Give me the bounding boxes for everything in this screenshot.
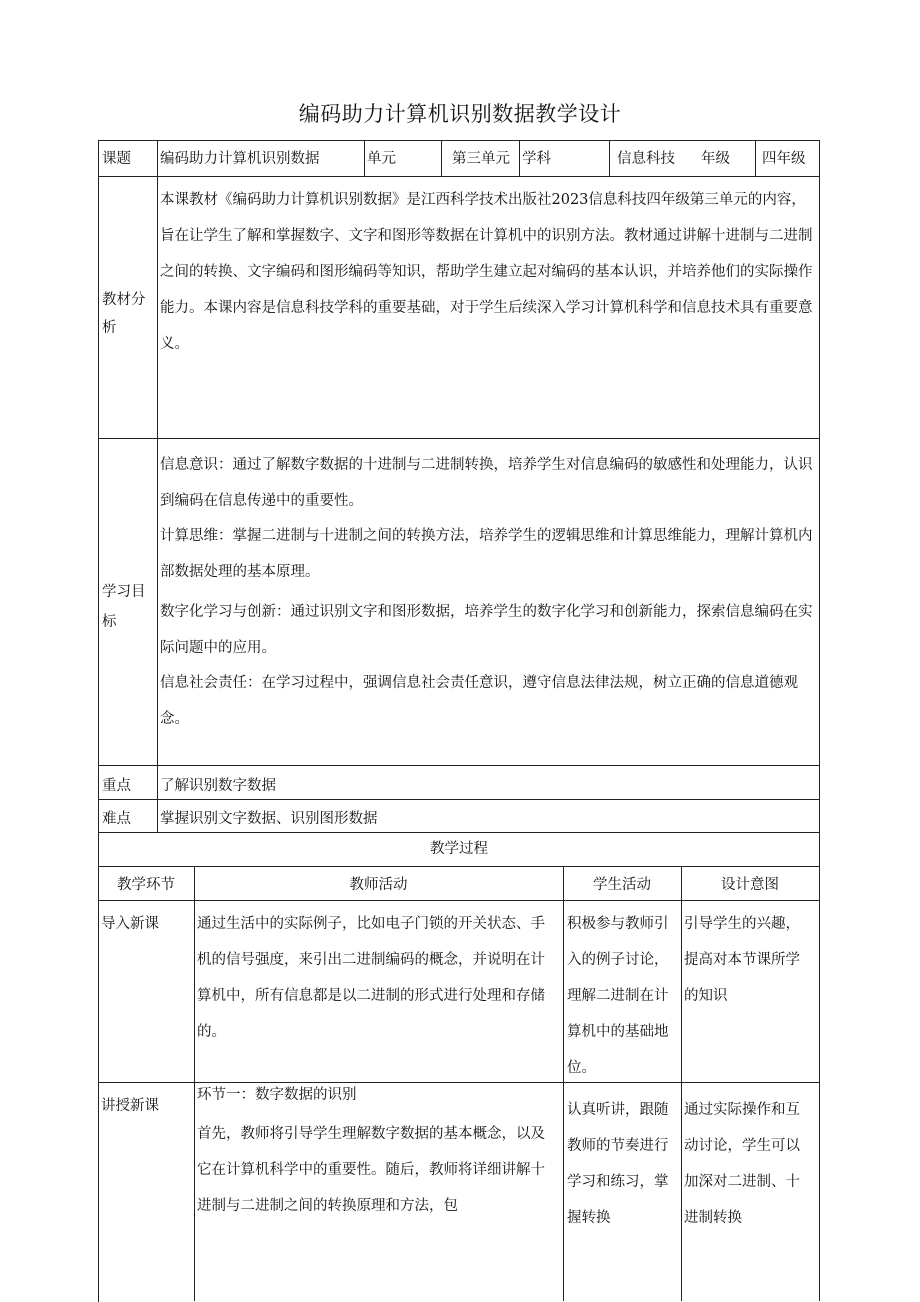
learning-goal-item: 计算思维：掌握二进制与十进制之间的转换方法，培养学生的逻辑思维和计算思维能力，理解计算机内部数据处理的基本原理。	[160, 528, 813, 580]
subject-value: 信息科技	[617, 151, 675, 167]
stage-new-lesson: 讲授新课	[101, 1098, 159, 1114]
material-analysis-label-1: 教材分	[102, 292, 146, 308]
teacher-activity-new-lesson: 首先，教师将引导学生理解数字数据的基本概念，以及它在计算机科学中的重要性。随后，教师将详细讲解十进制与二进制之间的转换原理和方法，包	[197, 1126, 545, 1214]
header-student-activity: 学生活动	[593, 877, 651, 893]
design-intent-intro: 引导学生的兴趣，提高对本节课所学的知识	[684, 916, 800, 1004]
student-activity-intro: 积极参与教师引入的例子讨论，理解二进制在计算机中的基础地位。	[567, 916, 669, 1076]
learning-goals-label-2: 标	[102, 614, 117, 630]
key-point-label: 重点	[102, 778, 131, 794]
teacher-activity-heading: 环节一：数字数据的识别	[197, 1087, 357, 1103]
learning-goals-label-1: 学习目	[102, 584, 146, 600]
header-stage: 教学环节	[117, 877, 175, 893]
difficulty-label: 难点	[102, 811, 131, 827]
student-activity-new-lesson: 认真听讲，跟随教师的节奏进行学习和练习，掌握转换	[567, 1102, 669, 1226]
grade-value: 四年级	[762, 151, 806, 167]
document-title: 编码助力计算机识别数据教学设计	[298, 102, 622, 126]
material-analysis-label-2: 析	[102, 320, 117, 336]
stage-intro: 导入新课	[101, 916, 159, 932]
header-design-intent: 设计意图	[721, 877, 779, 893]
learning-goal-item: 数字化学习与创新：通过识别文字和图形数据，培养学生的数字化学习和创新能力，探索信息编码在实际问题中的应用。	[160, 604, 813, 656]
header-teacher-activity: 教师活动	[349, 877, 408, 893]
unit-value: 第三单元	[452, 151, 510, 167]
grade-label: 年级	[701, 151, 730, 167]
learning-goal-item: 信息社会责任：在学习过程中，强调信息社会责任意识，遵守信息法律法规，树立正确的信息道德观念。	[160, 675, 798, 727]
unit-label: 单元	[367, 151, 396, 167]
learning-goal-item: 信息意识：通过了解数字数据的十进制与二进制转换，培养学生对信息编码的敏感性和处理能力，认识到编码在信息传递中的重要性。	[160, 457, 813, 509]
material-analysis-text: 本课教材《编码助力计算机识别数据》是江西科学技术出版社2023信息科技四年级第三单元的内容，旨在让学生了解和掌握数字、文字和图形等数据在计算机中的识别方法。教材通过讲解十进制与二进制之间的转换、文字编码和图形编码等知识，帮助学生建立起对编码的基本认识，并培养他们的实际操作能力。本课内容是信息科技学科的重要基础，对于学生后续深入学习计算机科学和信息技术具有重要意义。	[160, 192, 813, 352]
teacher-activity-intro: 通过生活中的实际例子，比如电子门锁的开关状态、手机的信号强度，来引出二进制编码的概念，并说明在计算机中，所有信息都是以二进制的形式进行处理和存储的。	[197, 916, 545, 1040]
design-intent-new-lesson: 通过实际操作和互动讨论，学生可以加深对二进制、十进制转换	[684, 1102, 800, 1226]
key-point-value: 了解识别数字数据	[160, 778, 276, 794]
subject-label: 学科	[522, 151, 551, 167]
course-value: 编码助力计算机识别数据	[160, 151, 320, 167]
difficulty-value: 掌握识别文字数据、识别图形数据	[160, 811, 378, 827]
course-label: 课题	[102, 151, 131, 167]
process-title: 教学过程	[430, 841, 488, 857]
